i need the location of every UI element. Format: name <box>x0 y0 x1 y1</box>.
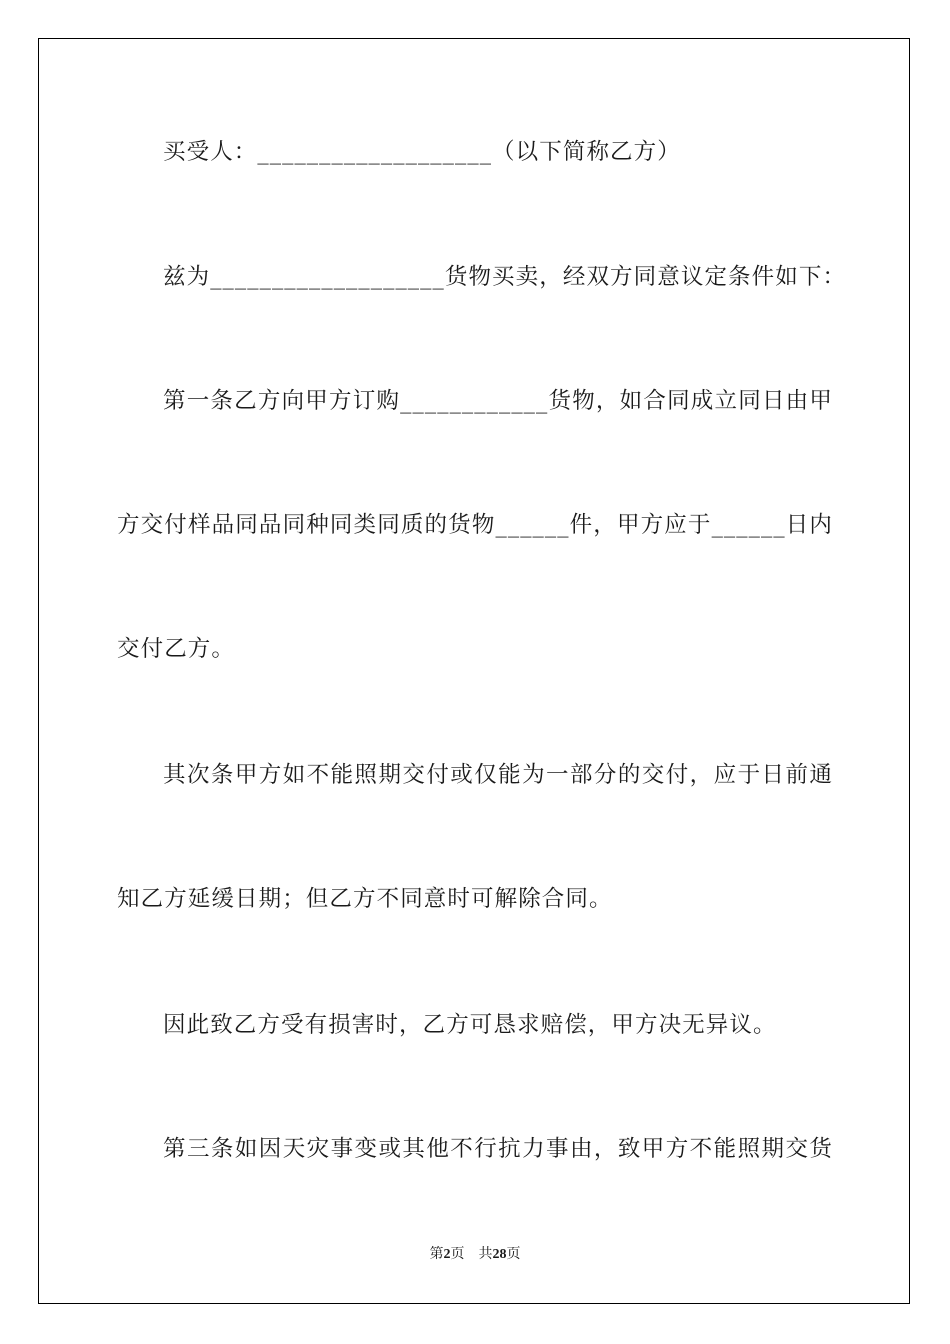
paragraph-line: 其次条甲方如不能照期交付或仅能为一部分的交付，应于日前通 <box>163 762 833 788</box>
paragraph-line: 兹为___________________货物买卖，经双方同意议定条件如下： <box>163 264 847 290</box>
paragraph-line: 交付乙方。 <box>117 636 236 662</box>
paragraph-line: 方交付样品同品同种同类同质的货物______件，甲方应于______日内 <box>117 512 833 538</box>
paragraph-line: 因此致乙方受有损害时，乙方可恳求赔偿，甲方决无异议。 <box>163 1012 777 1038</box>
footer-page-prefix: 第 <box>429 1247 444 1262</box>
paragraph-line: 知乙方延缓日期；但乙方不同意时可解除合同。 <box>117 886 613 912</box>
page-border <box>38 38 910 1304</box>
footer-total-suffix: 页 <box>506 1247 521 1262</box>
paragraph-line: 第三条如因天灾事变或其他不行抗力事由，致甲方不能照期交货 <box>163 1136 833 1162</box>
page-footer <box>0 1246 950 1264</box>
footer-total-pages: 28 <box>492 1247 507 1262</box>
footer-page-number: 2 <box>443 1247 451 1262</box>
paragraph-line: 第一条乙方向甲方订购____________货物，如合同成立同日由甲 <box>163 388 833 414</box>
footer-page-suffix: 页 共 <box>450 1247 493 1262</box>
paragraph-line: 买受人：___________________（以下简称乙方） <box>163 139 681 165</box>
